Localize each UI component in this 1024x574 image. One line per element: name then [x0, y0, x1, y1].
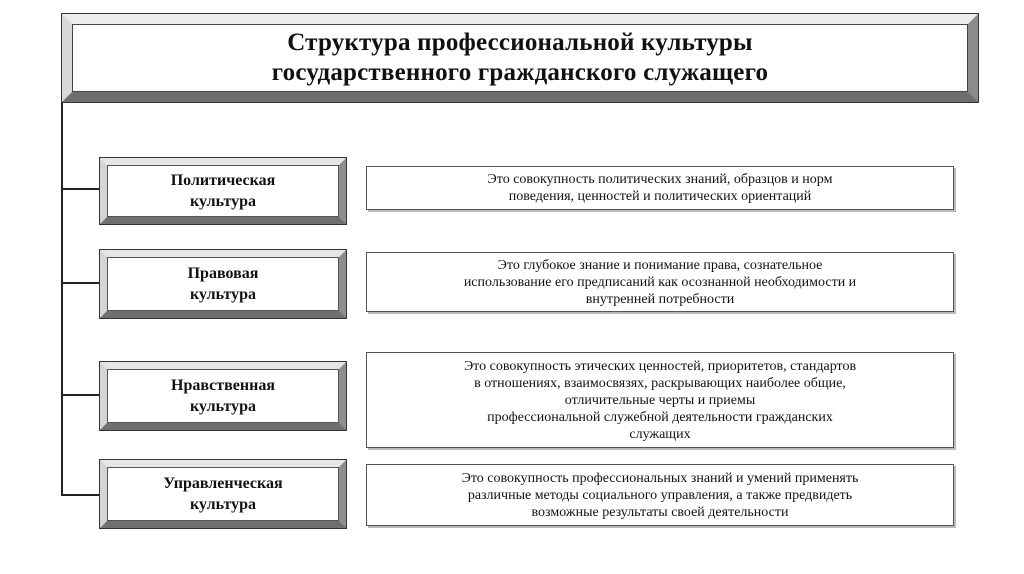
category-label-line-1: Политическая	[170, 172, 276, 189]
description-line: профессиональной служебной деятельности гражданских	[487, 409, 833, 425]
category-label-line-2: культура	[190, 193, 256, 210]
description-box-moral	[366, 352, 954, 448]
description-box-legal	[366, 252, 954, 312]
category-box-political	[100, 158, 346, 224]
description-line: использование его предписаний как осознанной необходимости и	[463, 274, 857, 290]
description-line: возможные результаты своей деятельности	[531, 504, 789, 520]
category-label-line-2: культура	[190, 398, 256, 415]
category-label-line-2: культура	[190, 496, 256, 513]
connector-branch-3	[61, 394, 101, 396]
category-box-moral	[100, 362, 346, 430]
description-line: Это совокупность политических знаний, образцов и норм	[487, 172, 833, 187]
category-box-legal	[100, 250, 346, 318]
description-line: поведения, ценностей и политических ориентаций	[508, 189, 812, 204]
description-line: служащих	[629, 426, 691, 442]
description-line: Это совокупность этических ценностей, приоритетов, стандартов	[463, 358, 857, 374]
category-label-line-1: Управленческая	[163, 475, 283, 492]
description-line: отличительные черты и приемы	[564, 392, 756, 408]
description-line: в отношениях, взаимосвязях, раскрывающих наиболее общие,	[474, 375, 846, 391]
connector-trunk	[61, 100, 63, 496]
category-box-managerial	[100, 460, 346, 528]
connector-branch-2	[61, 282, 101, 284]
description-line: различные методы социального управления, а также предвидеть	[467, 487, 853, 503]
category-label-line-1: Правовая	[187, 265, 259, 282]
diagram-title-box	[62, 14, 978, 102]
description-box-political	[366, 166, 954, 210]
description-box-managerial	[366, 464, 954, 526]
title-line-1: Структура профессиональной культуры	[287, 29, 753, 56]
description-line: Это глубокое знание и понимание права, сознательное	[497, 257, 823, 273]
category-label-line-2: культура	[190, 286, 256, 303]
description-line: внутренней потребности	[585, 291, 735, 307]
connector-branch-1	[61, 188, 101, 190]
title-line-2: государственного гражданского служащего	[271, 59, 769, 86]
connector-branch-4	[61, 494, 101, 496]
category-label-line-1: Нравственная	[171, 377, 275, 394]
description-line: Это совокупность профессиональных знаний и умений применять	[461, 470, 859, 486]
